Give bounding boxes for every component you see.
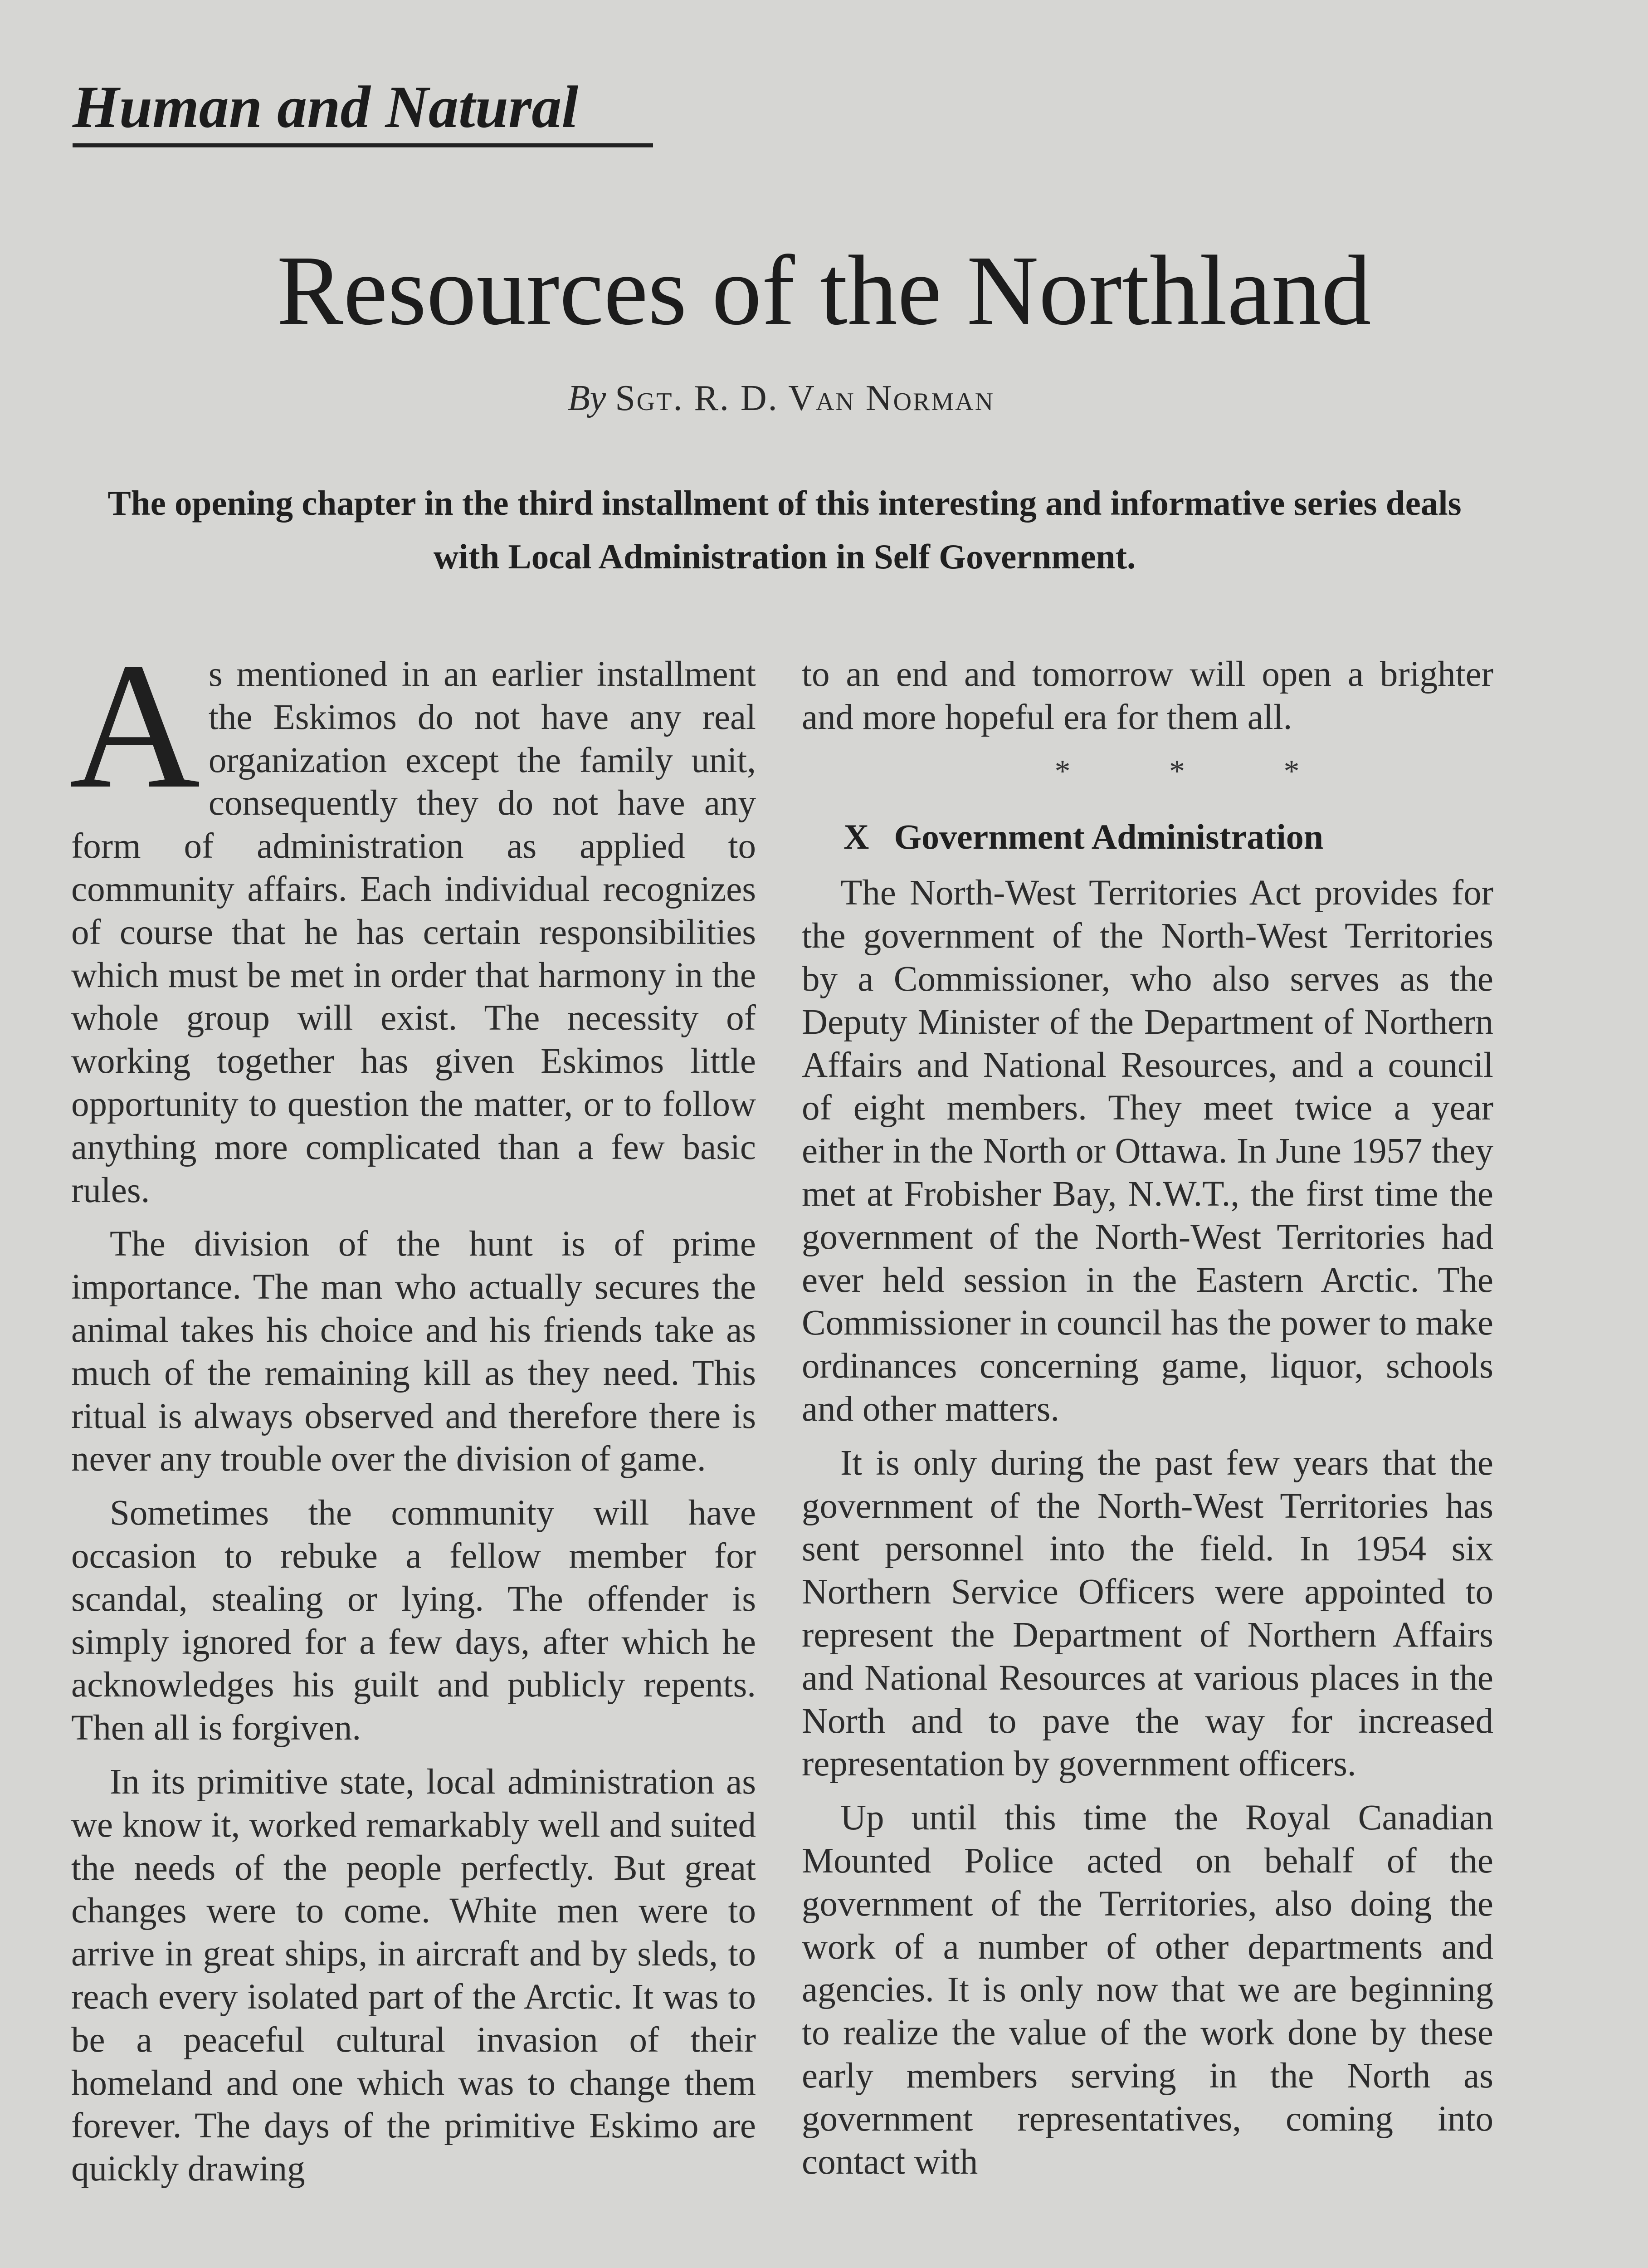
left-column [69,625,756,2202]
byline [0,380,1562,416]
article-title: Resources of the Northland [277,235,1371,346]
drop-cap: A [69,625,200,826]
paragraph-continuation: to an end and tomorrow will open a brighter and more hopeful era for them all. [802,655,1493,737]
series-heading: Human and Natural [73,73,579,140]
section-heading [802,816,1493,858]
section-number: X [844,817,869,857]
paragraph: The North-West Territories Act provides for the government of the North-West Territories by a Commissioner, who also serves as the Deputy Minister of the Department of Northern Affairs and National Resources, and a council of eight members. They meet twice a year either in the North or Ottawa. In June 1957 they met at Frobisher Bay, N.W.T., the first time the government of the North-West Territories had ever held session in the Eastern Arctic. The Commissioner in council has the power to make ordinances concerning game, liquor, schools and other matters. [802,873,1493,1429]
paragraph: In its primitive state, local administration as we know it, worked remarkably well and suited the needs of the people perfectly. But great changes were to come. White men were to arrive in great ships, in aircraft and by sleds, to reach every isolated part of the Arctic. It was to be a peaceful cultural invasion of their homeland and one which was to change them forever. The days of the primitive Eskimo are quickly drawing [71,1762,756,2189]
series-underline [73,143,653,147]
right-column [802,653,1493,2195]
paragraph: Up until this time the Royal Canadian Mounted Police acted on behalf of the government of the Territories, also doing the work of a number of other departments and agencies. It is only now that we are beginning to realize the value of the work done by these early members serving in the North as government representatives, coming into contact with [802,1798,1493,2182]
paragraph: The division of the hunt is of prime importance. The man who actually secures the animal takes his choice and his friends take as much of the remaining kill as they need. This ritual is always observed and therefore there is never any trouble over the division of game. [71,1224,756,1479]
byline-prefix: By [567,378,606,418]
paragraph: Sometimes the community will have occasion to rebuke a fellow member for scandal, stealing or lying. The offender is simply ignored for a few days, after which he acknowledges his guilt and publicly repents. Then all is forgiven. [71,1493,756,1748]
article-deck: The opening chapter in the third installment of this interesting and informative series deals with Local Administration in Self Government. [107,484,1462,576]
author-name: Sgt. R. D. Van Norman [615,378,995,418]
paragraph: It is only during the past few years that the government of the North-West Territories has sent personnel into the field. In 1954 six Northern Service Officers were appointed to represent the Department of Northern Affairs and National Resources at various places in the North and to pave the way for increased representation by government officers. [802,1443,1493,1784]
paragraph-opening-text: s mentioned in an earlier installment the Eskimos do not have any real organization except the family unit, consequently they do not have any form of administration as applied to community affairs. Each individual recognizes of course that he has certain responsibilities which must be met in order that harmony in the whole group will exist. The necessity of working together has given Eskimos little opportunity to question the matter, or to follow anything more complicated than a few basic rules. [71,655,756,1210]
section-separator: * * * [1054,753,1300,789]
paragraph-opening [69,625,756,1212]
section-title: Government Administration [894,817,1324,857]
